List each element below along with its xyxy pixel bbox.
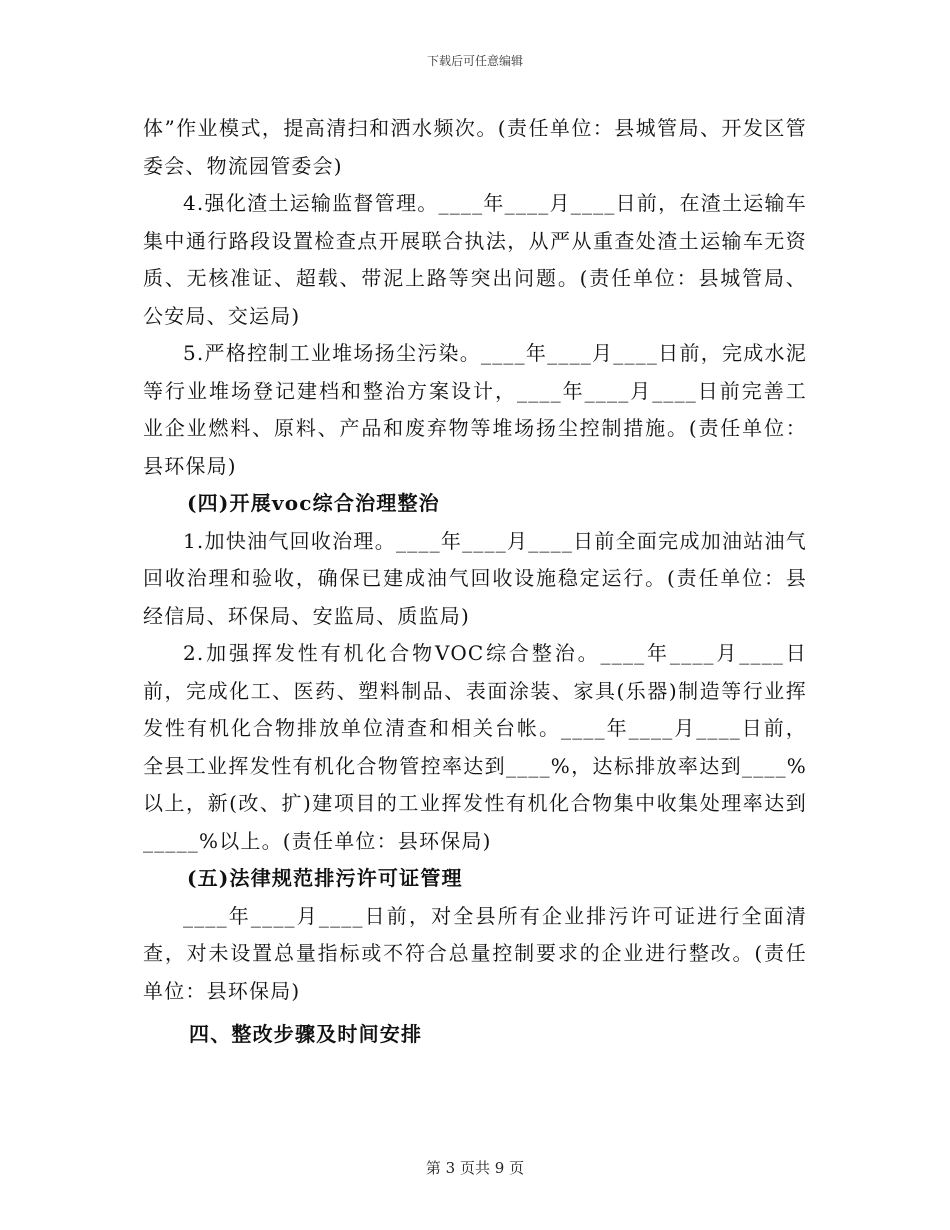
paragraph-permit: ____年____月____日前，对全县所有企业排污许可证进行全面清查，对未设置总量指标或不符合总量控制要求的企业进行整改。(责任单位：县环保局) — [143, 903, 807, 1003]
chapter-heading-steps: 四、整改步骤及时间安排 — [189, 1022, 423, 1046]
paragraph-continuation: 体”作业模式，提高清扫和洒水频次。(责任单位：县城管局、开发区管委会、物流园管委会) — [143, 116, 807, 178]
page-header-note: 下载后可任意编辑 — [426, 54, 523, 68]
section-heading-permit: (五)法律规范排污许可证管理 — [187, 866, 463, 890]
section-heading-voc: (四)开展voc综合治理整治 — [187, 491, 440, 515]
paragraph-item-5: 5.严格控制工业堆场扬尘污染。____年____月____日前，完成水泥等行业堆场登记建档和整治方案设计，____年____月____日前完善工业企业燃料、原料、产品和废弃物等堆场扬尘控制措施。(责任单位：县环保局) — [143, 341, 807, 478]
paragraph-item-4: 4.强化渣土运输监督管理。____年____月____日前，在渣土运输车集中通行路段设置检查点开展联合执法，从严从重查处渣土运输车无资质、无核准证、超载、带泥上路等突出问题。(责任单位：县城管局、公安局、交运局) — [143, 191, 807, 328]
paragraph-voc-item-2: 2.加强挥发性有机化合物VOC综合整治。____年____月____日前，完成化工、医药、塑料制品、表面涂装、家具(乐器)制造等行业挥发性有机化合物排放单位清查和相关台帐。____年____月____日前，全县工业挥发性有机化合物管控率达到____%，达标排放率达到____%以上，新(改、扩)建项目的工业挥发性有机化合物集中收集处理率达到_____%以上。(责任单位：县环保局) — [143, 641, 807, 853]
document-body — [143, 110, 807, 1054]
page-number: 第 3 页共 9 页 — [425, 1159, 525, 1177]
paragraph-voc-item-1: 1.加快油气回收治理。____年____月____日前全面完成加油站油气回收治理和验收，确保已建成油气回收设施稳定运行。(责任单位：县经信局、环保局、安监局、质监局) — [143, 528, 807, 628]
